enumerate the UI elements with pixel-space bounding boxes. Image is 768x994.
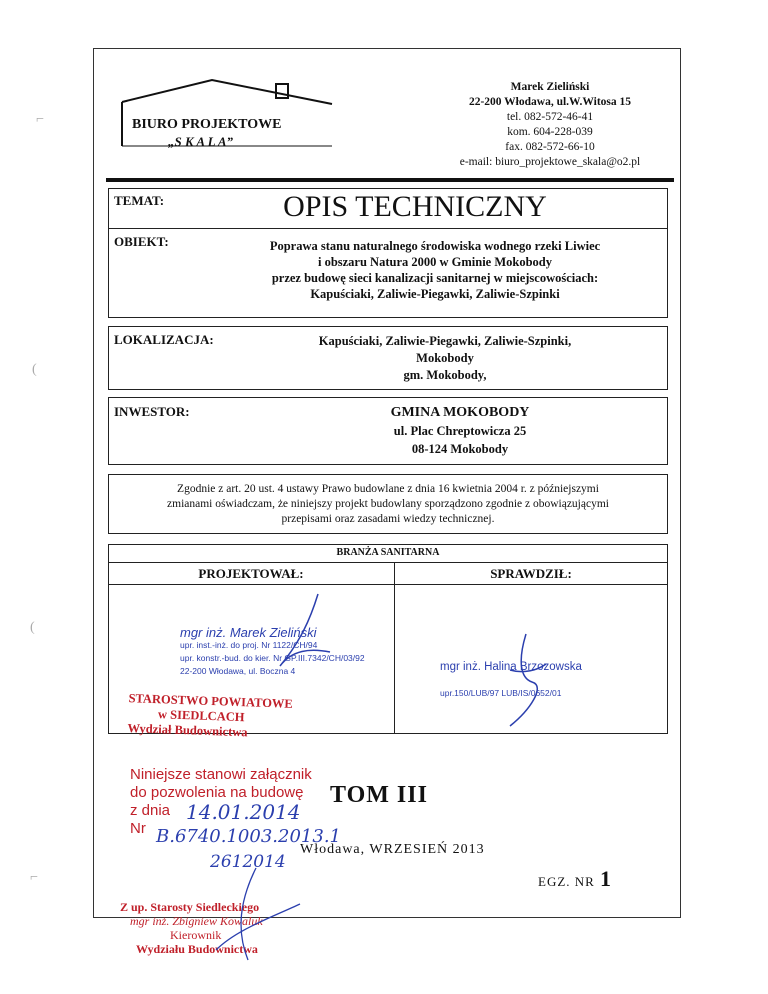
stamp-line: w SIEDLCACH: [157, 707, 245, 725]
obiekt-line: Poprawa stanu naturalnego środowiska wodnego rzeki Liwiec: [269, 239, 601, 253]
inwestor-name: GMINA MOKOBODY: [390, 405, 530, 420]
contact-address: 22-200 Włodawa, ul.W.Witosa 15: [468, 96, 632, 108]
signoff-line: Kierownik: [170, 928, 222, 942]
zalacznik-nr2: 2612014: [210, 852, 286, 872]
tom-label: TOM III: [330, 782, 428, 808]
obiekt-line: przez budowę sieci kanalizacji sanitarnej w miejscowościach:: [271, 271, 599, 285]
column-divider: [394, 562, 395, 734]
margin-mark: (: [32, 362, 37, 377]
lokalizacja-line: Kapuściaki, Zaliwie-Piegawki, Zaliwie-Szpinki,: [318, 334, 572, 348]
place-date: Włodawa, WRZESIEŃ 2013: [300, 842, 485, 857]
contact-block: [420, 80, 680, 170]
stamp-line: upr.150/LUB/97 LUB/IS/0652/01: [440, 688, 562, 698]
sprawdzil-label: SPRAWDZIŁ:: [490, 566, 572, 581]
margin-mark: ⌐: [30, 870, 38, 885]
inwestor-text: [340, 404, 580, 458]
lokalizacja-line: gm. Mokobody,: [403, 368, 487, 382]
contact-kom: kom. 604-228-039: [507, 126, 593, 138]
stamp-line: Wydział Budownictwa: [127, 721, 248, 740]
margin-mark: (: [30, 620, 35, 635]
lokalizacja-text: [290, 333, 600, 384]
signoff-line: Z up. Starosty Siedleckiego: [120, 900, 260, 914]
statement-line: przepisami oraz zasadami wiedzy technicznej.: [281, 513, 495, 525]
margin-mark: ⌐: [36, 112, 44, 127]
signoff-line: mgr inż. Zbigniew Kowaluk: [130, 914, 263, 928]
stamp-line: upr. inst.-inż. do proj. Nr 1122/CH/94: [180, 640, 318, 650]
contact-email: e-mail: biuro_projektowe_skala@o2.pl: [459, 156, 641, 168]
obiekt-text: [210, 238, 660, 302]
statement-text: [112, 482, 664, 527]
zalacznik-line: z dnia: [130, 802, 171, 819]
inwestor-street: ul. Plac Chreptowicza 25: [393, 424, 527, 438]
stamp-line: upr. konstr.-bud. do kier. Nr GP.III.7342/CH/03/92: [180, 653, 365, 663]
stamp-line: mgr inż. Halina Brzozowska: [440, 661, 582, 673]
branza-divider: [108, 562, 668, 563]
contact-tel: tel. 082-572-46-41: [506, 111, 594, 123]
branza-label: BRANŻA SANITARNA: [336, 547, 440, 558]
statement-line: Zgodnie z art. 20 ust. 4 ustawy Prawo budowlane z dnia 16 kwietnia 2004 r. z późniejszymi: [177, 483, 599, 495]
signoff-signature-icon: [196, 860, 316, 970]
contact-name: Marek Zieliński: [510, 81, 590, 93]
signoff-line: Wydziału Budownictwa: [136, 942, 258, 956]
egz-number: 1: [600, 866, 611, 891]
projektowal-signature-icon: [240, 590, 350, 680]
zalacznik-line: Niniejsze stanowi załącznik: [130, 766, 312, 783]
contact-fax: fax. 082-572-66-10: [505, 141, 595, 153]
lokalizacja-line: Mokobody: [416, 351, 474, 365]
egz-label: EGZ. NR: [538, 874, 595, 889]
obiekt-line: i obszaru Natura 2000 w Gminie Mokobody: [317, 255, 553, 269]
projektowal-label: PROJEKTOWAŁ:: [198, 566, 304, 581]
document-title: OPIS TECHNICZNY: [283, 190, 547, 223]
statement-line: zmianami oświadczam, że niniejszy projekt budowlany sporządzono zgodnie z obowiązującymi: [167, 498, 609, 510]
inwestor-label: INWESTOR:: [114, 404, 190, 419]
temat-label: TEMAT:: [114, 193, 165, 208]
starostwo-stamp: [127, 691, 293, 742]
stamp-line: mgr inż. Marek Zieliński: [180, 625, 317, 640]
zalacznik-date: 14.01.2014: [186, 800, 301, 824]
lokalizacja-label: LOKALIZACJA:: [114, 332, 214, 347]
header-divider: [106, 178, 674, 182]
sprawdzil-signature-icon: [490, 630, 560, 730]
temat-divider: [108, 228, 668, 229]
company-name: BIURO PROJEKTOWE: [132, 117, 282, 132]
stamp-line: STAROSTWO POWIATOWE: [128, 691, 294, 711]
header-row-divider: [108, 584, 668, 585]
stamp-line: 22-200 Włodawa, ul. Boczna 4: [180, 666, 296, 676]
zalacznik-line: do pozwolenia na budowę: [130, 784, 304, 801]
zalacznik-line: Nr: [130, 820, 146, 837]
obiekt-label: OBIEKT:: [114, 234, 169, 249]
company-name-skala: „S K A L A”: [168, 134, 234, 149]
zalacznik-nr: B.6740.1003.2013.1: [156, 826, 341, 847]
obiekt-line: Kapuściaki, Zaliwie-Piegawki, Zaliwie-Szpinki: [310, 287, 560, 301]
inwestor-city: 08-124 Mokobody: [411, 442, 509, 456]
